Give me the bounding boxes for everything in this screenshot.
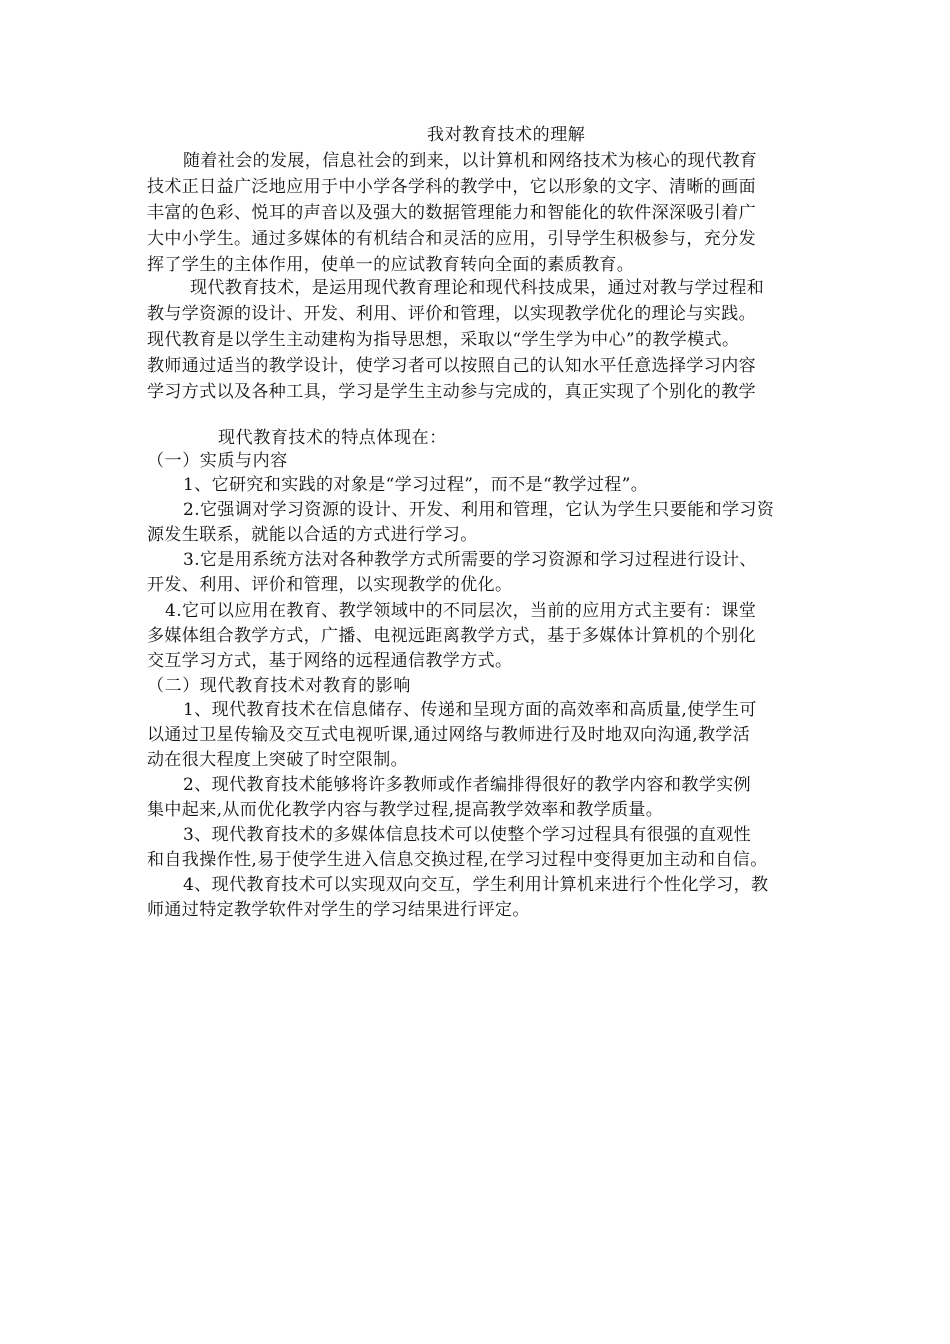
document-title: 我对教育技术的理解 [427,125,586,145]
paragraph-1-line-4: 大中小学生。通过多媒体的有机结合和灵活的应用，引导学生积极参与，充分发 [147,229,756,249]
section-1-item-4-line-2: 多媒体组合教学方式，广播、电视远距离教学方式，基于多媒体计算机的个别化 [147,626,756,646]
features-heading: 现代教育技术的特点体现在： [218,428,447,448]
section-1-heading: （一）实质与内容 [147,451,288,471]
section-2-item-4-line-2: 师通过特定教学软件对学生的学习结果进行评定。 [147,900,530,920]
section-1-item-3-line-2: 开发、利用、评价和管理，以实现教学的优化。 [147,575,513,595]
paragraph-1-line-1: 随着社会的发展，信息社会的到来，以计算机和网络技术为核心的现代教育 [183,151,758,171]
section-1-item-2-line-2: 源发生联系，就能以合适的方式进行学习。 [147,525,478,545]
paragraph-2-line-1: 现代教育技术，是运用现代教育理论和现代科技成果，通过对教与学过程和 [190,278,765,298]
paragraph-1-line-5: 挥了学生的主体作用，使单一的应试教育转向全面的素质教育。 [147,255,635,275]
section-2-item-3-line-2: 和自我操作性,易于使学生进入信息交换过程,在学习过程中变得更加主动和自信。 [147,850,768,870]
paragraph-1-line-3: 丰富的色彩、悦耳的声音以及强大的数据管理能力和智能化的软件深深吸引着广 [147,203,756,223]
section-1-item-1: 1、它研究和实践的对象是“学习过程”，而不是“教学过程”。 [183,475,649,495]
section-2-item-3-line-1: 3、现代教育技术的多媒体信息技术可以使整个学习过程具有很强的直观性 [183,825,752,845]
section-1-item-4-line-1: 4.它可以应用在教育、教学领域中的不同层次，当前的应用方式主要有：课堂 [165,601,757,621]
section-2-heading: （二）现代教育技术对教育的影响 [147,676,411,696]
paragraph-2-line-5: 学习方式以及各种工具，学习是学生主动参与完成的，真正实现了个别化的教学 [147,382,756,402]
paragraph-2-line-2: 教与学资源的设计、开发、利用、评价和管理，以实现教学优化的理论与实践。 [147,304,756,324]
paragraph-2-line-4: 教师通过适当的教学设计，使学习者可以按照自己的认知水平任意选择学习内容 [147,356,756,376]
section-2-item-1-line-3: 动在很大程度上突破了时空限制。 [147,750,408,770]
section-1-item-2-line-1: 2.它强调对学习资源的设计、开发、利用和管理，它认为学生只要能和学习资 [183,500,775,520]
section-2-item-1-line-1: 1、现代教育技术在信息储存、传递和呈现方面的高效率和高质量,使学生可 [183,700,757,720]
paragraph-1-line-2: 技术正日益广泛地应用于中小学各学科的教学中，它以形象的文字、清晰的画面 [147,177,756,197]
section-2-item-1-line-2: 以通过卫星传输及交互式电视听课,通过网络与教师进行及时地双向沟通,教学活 [147,725,751,745]
section-1-item-3-line-1: 3.它是用系统方法对各种教学方式所需要的学习资源和学习过程进行设计、 [183,550,757,570]
paragraph-2-line-3: 现代教育是以学生主动建构为指导思想，采取以“学生学为中心”的教学模式。 [147,330,740,350]
section-2-item-4-line-1: 4、现代教育技术可以实现双向交互，学生利用计算机来进行个性化学习，教 [183,875,769,895]
section-2-item-2-line-1: 2、现代教育技术能够将许多教师或作者编排得很好的教学内容和教学实例 [183,775,752,795]
section-2-item-2-line-2: 集中起来,从而优化教学内容与教学过程,提高教学效率和教学质量。 [147,800,664,820]
section-1-item-4-line-3: 交互学习方式，基于网络的远程通信教学方式。 [147,651,513,671]
